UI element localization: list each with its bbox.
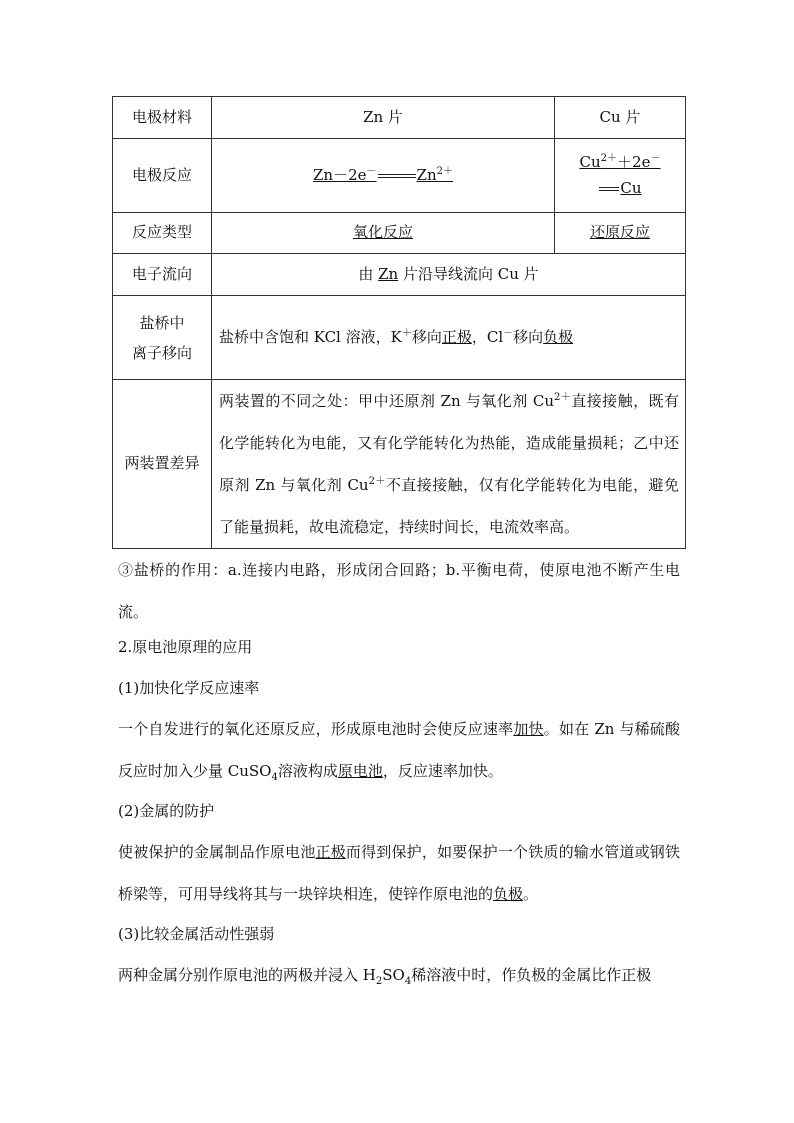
row-device-difference xyxy=(113,380,686,549)
ion-migration-text: 盐桥中含饱和 KCl 溶液，K＋移向正极，Cl－移向负极 xyxy=(212,296,686,380)
label-electrode-material: 电极材料 xyxy=(113,97,212,139)
subheading-speed: (1)加快化学反应速率 xyxy=(118,679,260,697)
cu-reaction-type: 还原反应 xyxy=(555,213,686,254)
subheading-activity: (3)比较金属活动性强弱 xyxy=(118,925,275,943)
paragraph-activity: 两种金属分别作原电池的两极并浸入 $H_2SO_4$稀溶液中时，作负极的金属比作正极 xyxy=(118,966,652,987)
label-electrode-reaction: 电极反应 xyxy=(113,139,212,213)
label-electron-flow: 电子流向 xyxy=(113,254,212,296)
equals-sign xyxy=(378,174,416,178)
subheading-protection: (2)金属的防护 xyxy=(118,802,215,820)
row-ion-migration xyxy=(113,296,686,380)
label-device-difference: 两装置差异 xyxy=(113,380,212,549)
paragraph-speed: 一个自发进行的氧化还原反应，形成原电池时会使反应速率加快。如在 Zn 与稀硫酸反应时加入少量 CuSO$_4$溶液构成原电池，反应速率加快。 xyxy=(118,720,680,783)
salt-bridge-function: ③盐桥的作用：a.连接内电路，形成闭合回路；b.平衡电荷，使原电池不断产生电流。 xyxy=(118,561,680,621)
equals-sign xyxy=(599,187,619,191)
row-electrode-material xyxy=(113,97,686,139)
paragraph-protection: 使被保护的金属制品作原电池正极而得到保护，如要保护一个铁质的输水管道或钢铁桥梁等，可用导线将其与一块锌块相连，使锌作原电池的负极。 xyxy=(118,843,680,903)
cu-reaction: $Cu^{2+}+2e^-$ Cu xyxy=(555,139,686,213)
row-electron-flow xyxy=(113,254,686,296)
zn-reaction: Zn－2e－ $Zn^{2+}$ xyxy=(212,139,555,213)
section-heading: 2.原电池原理的应用 xyxy=(118,638,253,656)
label-ion-migration: 盐桥中 离子移向 xyxy=(113,296,212,380)
electrode-table xyxy=(112,96,686,549)
label-reaction-type: 反应类型 xyxy=(113,213,212,254)
zn-material: Zn 片 xyxy=(212,97,555,139)
cu-material: Cu 片 xyxy=(555,97,686,139)
row-reaction-type xyxy=(113,213,686,254)
electron-flow-text: 由 Zn 片沿导线流向 Cu 片 xyxy=(212,254,686,296)
zn-reaction-type: 氧化反应 xyxy=(212,213,555,254)
row-electrode-reaction xyxy=(113,139,686,213)
device-difference-text: 两装置的不同之处：甲中还原剂 Zn 与氧化剂 $Cu^{2+}$直接接触，既有化学能转化为电能，又有化学能转化为热能，造成能量损耗；乙中还原剂 Zn 与氧化剂 $Cu^{2+}$不直接接触，仅有化学能转化为电能，避免了能量损耗，故电流稳定，持续时间长，电流效率高。 xyxy=(212,380,686,549)
